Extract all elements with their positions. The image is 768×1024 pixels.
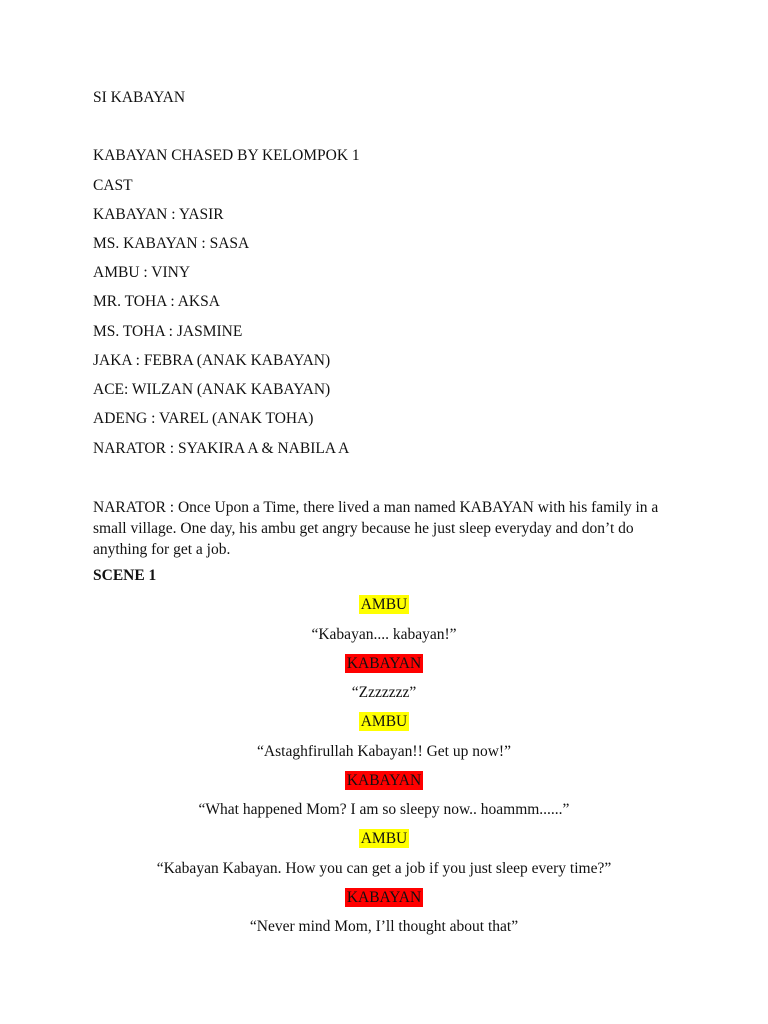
chased-by-line: KABAYAN CHASED BY KELOMPOK 1 — [93, 147, 360, 164]
cast-item: JAKA : FEBRA (ANAK KABAYAN) — [93, 352, 331, 369]
cast-item: KABAYAN : YASIR — [93, 206, 224, 223]
speaker-kabayan: KABAYAN — [346, 772, 422, 789]
scene-title: SCENE 1 — [93, 567, 157, 584]
cast-item: MR. TOHA : AKSA — [93, 293, 220, 310]
cast-item: MS. KABAYAN : SASA — [93, 235, 250, 252]
dialogue-line: “Zzzzzzz” — [351, 684, 417, 701]
dialogue-line: “Never mind Mom, I’ll thought about that” — [249, 918, 519, 935]
cast-item: ADENG : VAREL (ANAK TOHA) — [93, 410, 314, 427]
speaker-kabayan: KABAYAN — [346, 655, 422, 672]
dialogue-line: “What happened Mom? I am so sleepy now.. hoammm......” — [198, 801, 570, 818]
cast-item: ACE: WILZAN (ANAK KABAYAN) — [93, 381, 331, 398]
dialogue-line: “Kabayan.... kabayan!” — [311, 626, 457, 643]
speaker-label — [0, 595, 768, 615]
speaker-label — [0, 771, 768, 791]
speaker-ambu: AMBU — [360, 830, 408, 847]
cast-item: NARATOR : SYAKIRA A & NABILA A — [93, 440, 350, 457]
dialogue-line: “Kabayan Kabayan. How you can get a job if you just sleep every time?” — [156, 860, 612, 877]
speaker-ambu: AMBU — [360, 596, 408, 613]
cast-item: MS. TOHA : JASMINE — [93, 323, 243, 340]
document-title: SI KABAYAN — [93, 89, 186, 106]
speaker-label — [0, 654, 768, 674]
speaker-label — [0, 829, 768, 849]
speaker-kabayan: KABAYAN — [346, 889, 422, 906]
dialogue-line: “Astaghfirullah Kabayan!! Get up now!” — [257, 743, 511, 760]
speaker-label — [0, 888, 768, 908]
cast-heading: CAST — [93, 177, 133, 194]
speaker-ambu: AMBU — [360, 713, 408, 730]
speaker-label — [0, 712, 768, 732]
cast-item: AMBU : VINY — [93, 264, 191, 281]
narration-paragraph: NARATOR : Once Upon a Time, there lived a man named KABAYAN with his family in a small village. One day, his ambu get angry because he just sleep everyday and don’t do anything for get a job. — [93, 499, 659, 558]
